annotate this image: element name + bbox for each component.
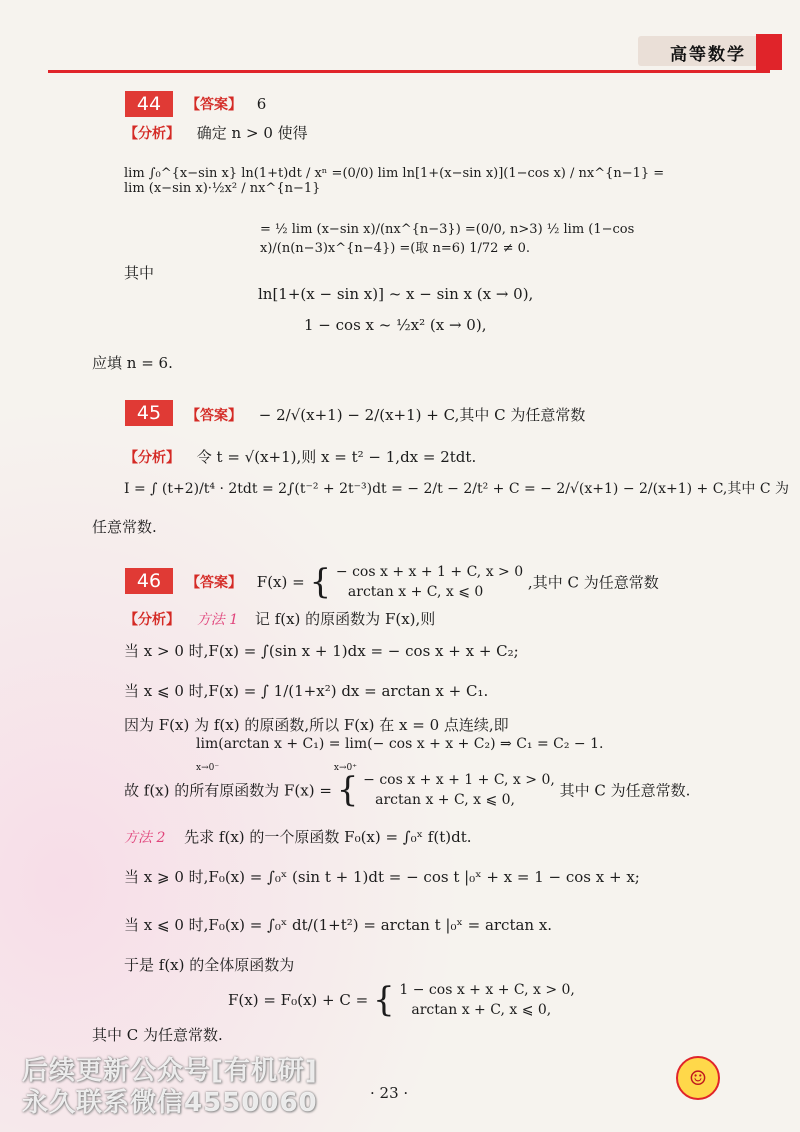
q46-m1-case-nonpositive: 当 x ⩽ 0 时,F(x) = ∫ 1/(1+x²) dx = arctan x + C₁. <box>124 682 489 700</box>
analysis-label: 【分析】 <box>124 450 180 466</box>
q46-m2-tail: 其中 C 为任意常数. <box>92 1026 223 1044</box>
q45-answer-row <box>186 404 585 425</box>
problem-number-46: 46 <box>125 568 173 594</box>
problem-number-45: 45 <box>125 400 173 426</box>
analysis-label: 【分析】 <box>124 126 180 142</box>
q46-m1-conclusion-lhs: 故 f(x) 的所有原函数为 F(x) = <box>124 781 332 800</box>
q44-equivalence-2: 1 − cos x ~ ½x² (x → 0), <box>304 316 487 334</box>
q46-m1-conclusion-case-2: arctan x + C, x ⩽ 0, <box>375 792 515 808</box>
analysis-label: 【分析】 <box>124 612 180 628</box>
q46-method2-row <box>124 826 472 847</box>
q46-answer-row <box>186 562 659 602</box>
q46-m2-all: 于是 f(x) 的全体原函数为 <box>124 956 295 974</box>
q44-analysis-row <box>124 122 308 143</box>
q46-m2-case-nonneg: 当 x ⩾ 0 时,F₀(x) = ∫₀ˣ (sin t + 1)dt = − cos t |₀ˣ + x = 1 − cos x + x; <box>124 868 640 886</box>
left-brace: { <box>372 980 395 1020</box>
q45-analysis-row <box>124 446 476 467</box>
q46-answer-case-1: − cos x + x + 1 + C, x > 0 <box>335 564 524 580</box>
limit-sub-left: x→0⁻ <box>196 763 220 773</box>
q44-equivalence-1: ln[1+(x − sin x)] ~ x − sin x (x → 0), <box>258 285 534 303</box>
q46-method1-row <box>124 608 435 629</box>
q46-m2-case-nonpos: 当 x ⩽ 0 时,F₀(x) = ∫₀ˣ dt/(1+t²) = arctan t |₀ˣ = arctan x. <box>124 916 553 934</box>
method-2-label: 方法 2 <box>124 830 166 846</box>
left-brace: { <box>336 770 359 810</box>
answer-label: 【答案】 <box>186 408 242 424</box>
q44-answer-row <box>186 94 266 114</box>
q46-m2-result-lhs: F(x) = F₀(x) + C = <box>228 991 369 1009</box>
q44-limit-line-2: = ½ lim (x−sin x)/(nx^{n−3}) =(0/0, n>3) ½ lim (1−cos x)/(n(n−3)x^{n−4}) =(取 n=6) 1/72 ≠ 0. <box>260 222 635 256</box>
q46-m2-intro: 先求 f(x) 的一个原函数 F₀(x) = ∫₀ˣ f(t)dt. <box>184 828 472 846</box>
q46-m2-result-case-1: 1 − cos x + x + C, x > 0, <box>399 982 575 998</box>
q45-tail: 任意常数. <box>92 518 157 536</box>
q46-m1-intro: 记 f(x) 的原函数为 F(x),则 <box>254 610 436 628</box>
smiley-icon: ☺ <box>676 1056 720 1100</box>
q46-m1-conclusion-case-1: − cos x + x + 1 + C, x > 0, <box>363 772 555 788</box>
q45-calculation: I = ∫ (t+2)/t⁴ · 2tdt = 2∫(t⁻² + 2t⁻³)dt = − 2/t − 2/t² + C = − 2/√(x+1) − 2/(x+1) + C,其中 C 为 <box>124 481 789 497</box>
q46-m2-result <box>228 980 575 1020</box>
q46-m2-result-case-2: arctan x + C, x ⩽ 0, <box>411 1002 552 1018</box>
limit-sub-right: x→0⁺ <box>333 763 357 773</box>
header-red-marker <box>756 34 782 70</box>
q45-answer: − 2/√(x+1) − 2/(x+1) + C,其中 C 为任意常数 <box>258 406 586 424</box>
problem-number-44: 44 <box>125 91 173 117</box>
q46-m1-case-positive: 当 x > 0 时,F(x) = ∫(sin x + 1)dx = − cos x + x + C₂; <box>124 642 519 660</box>
q46-answer-lhs: F(x) = <box>256 573 305 591</box>
watermark-line-2: 永久联系微信4550060 <box>22 1088 318 1118</box>
q44-among: 其中 <box>124 264 155 282</box>
page-number: · 23 · <box>370 1084 409 1102</box>
answer-label: 【答案】 <box>186 575 242 591</box>
q46-answer-case-2: arctan x + C, x ⩽ 0 <box>347 584 484 600</box>
answer-label: 【答案】 <box>186 97 242 113</box>
q44-answer: 6 <box>256 95 267 113</box>
q45-substitution: 令 t = √(x+1),则 x = t² − 1,dx = 2tdt. <box>196 448 477 466</box>
q46-m1-conclusion-tail: 其中 C 为任意常数. <box>559 781 691 800</box>
q46-m1-continuity: 因为 F(x) 为 f(x) 的原函数,所以 F(x) 在 x = 0 点连续,即 <box>124 716 509 734</box>
watermark-line-1: 后续更新公众号[有机研] <box>22 1056 318 1086</box>
q46-m1-conclusion <box>124 770 690 810</box>
q46-answer-tail: ,其中 C 为任意常数 <box>527 573 659 592</box>
left-brace: { <box>309 562 332 602</box>
q44-limit-line-1: lim ∫₀^{x−sin x} ln(1+t)dt / xⁿ =(0/0) lim ln[1+(x−sin x)](1−cos x) / nx^{n−1} = lim (x−sin x)·½x² / nx^{n−1} <box>124 166 665 196</box>
q46-m1-limit: lim(arctan x + C₁) = lim(− cos x + x + C₂) ⇒ C₁ = C₂ − 1. <box>196 736 604 752</box>
header-rule <box>48 70 770 73</box>
method-1-label: 方法 1 <box>196 612 239 628</box>
header-title: 高等数学 <box>670 45 746 65</box>
q44-intro: 确定 n > 0 使得 <box>196 124 308 142</box>
q44-fill: 应填 n = 6. <box>92 354 173 372</box>
